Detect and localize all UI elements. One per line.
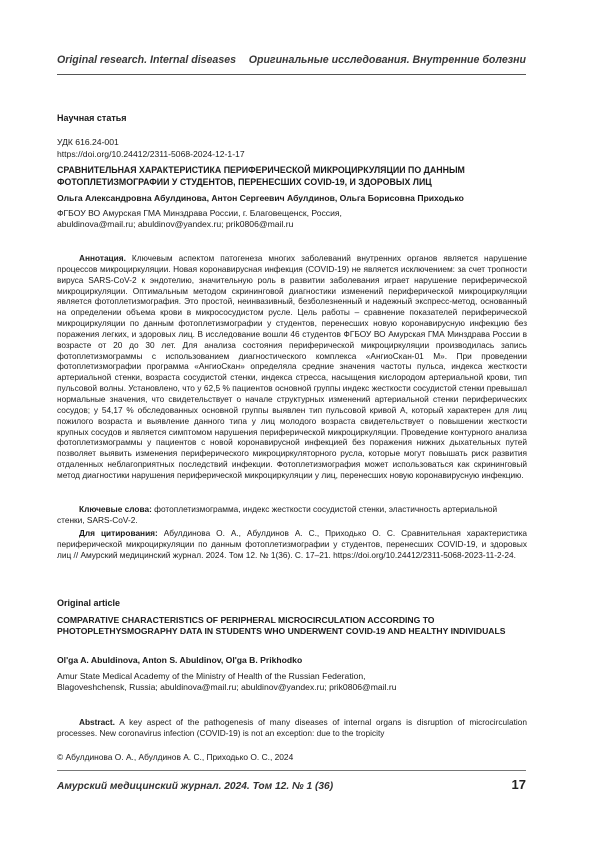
- abstract-ru-label: Аннотация.: [79, 253, 126, 263]
- affiliation-ru: [57, 208, 342, 230]
- running-header: [57, 54, 526, 72]
- udk-code: УДК 616.24-001: [57, 137, 119, 147]
- running-footer: [57, 777, 526, 792]
- section-label-ru: Научная статья: [57, 113, 127, 123]
- affiliation-ru-line1: ФГБОУ ВО Амурская ГМА Минздрава России, г. Благовещенск, Россия,: [57, 208, 342, 218]
- citation-ru: [57, 528, 527, 561]
- footer-rule: [57, 770, 526, 771]
- section-label-en: Original article: [57, 598, 121, 608]
- affiliation-en-line1: Amur State Medical Academy of the Ministry of Health of the Russian Federation,: [57, 671, 366, 681]
- authors-en: Ol'ga A. Abuldinova, Anton S. Abuldinov, Ol'ga B. Prikhodko: [57, 655, 303, 665]
- abstract-en-text: A key aspect of the pathogenesis of many diseases of internal organs is disruption of microcirculation processes. New coronavirus infection (COVID-19) is not an exception: due to the tropicity: [57, 717, 527, 738]
- abstract-ru: [57, 253, 527, 481]
- page-number: 17: [511, 777, 526, 792]
- header-right: Оригинальные исследования. Внутренние болезни: [248, 54, 526, 66]
- keywords-ru: [57, 504, 527, 526]
- article-title-ru: СРАВНИТЕЛЬНАЯ ХАРАКТЕРИСТИКА ПЕРИФЕРИЧЕСКОЙ МИКРОЦИРКУЛЯЦИИ ПО ДАННЫМ ФОТОПЛЕТИЗМОГРАФИИ У СТУДЕНТОВ, ПЕРЕНЕСШИХ COVID-19, И ЗДОРОВЫХ ЛИЦ: [57, 165, 465, 187]
- citation-ru-text: Абулдинова О. А., Абулдинов А. С., Приходько О. С. Сравнительная характеристика периферической микроциркуляции по данным фотоплетизмографии у студентов, перенесших COVID-19, и здоровых лиц // Амурский медицинский журнал. 2024. Том 12. № 1(36). С. 17–21. https://doi.org/10.24412/2311-5068-2023-11-2-24.: [57, 528, 528, 560]
- affiliation-en-line2: Blagoveshchensk, Russia; abuldinova@mail.ru; abuldinov@yandex.ru; prik0806@mail.ru: [57, 682, 397, 693]
- footer-journal: Амурский медицинский журнал. 2024. Том 12. № 1 (36): [57, 781, 334, 792]
- affiliation-ru-emails: abuldinova@mail.ru; abuldinov@yandex.ru; prik0806@mail.ru: [57, 219, 294, 230]
- copyright-notice: © Абулдинова О. А., Абулдинов А. С., Приходько О. С., 2024: [57, 752, 294, 762]
- keywords-ru-label: Ключевые слова:: [79, 504, 152, 514]
- udk-block: [57, 137, 245, 160]
- abstract-ru-text: Ключевым аспектом патогенеза многих заболеваний внутренних органов является нарушение процессов микроциркуляции. Новая коронавирусная инфекция (COVID-19) не является исключением: за счет тропности вируса SARS-CoV-2 к эндотелию, значительную роль в развитии заболевания играет нарушение периферической микроциркуляции. Оптимальным методом скрининговой диагностики изменений периферической микроциркуляции является фотоплетизмография. Это простой, неинвазивный, безболезненный и надежный экспресс-метод, основанный на определении объема крови в микрососудистом русле. Цель работы – сравнение показателей периферической микроциркуляции по данным фотоплетизмографии у студентов, перенесших новую коронавирусную инфекцию без поражения легких, и здоровых лиц. В исследование вошли 46 студентов ФГБОУ ВО Амурская ГМА Минздрава России в возрасте от 20 до 30 лет. Для анализа состояния периферической микроциркуляции производилась запись фотоплетизмограммы с использованием диагностического комплекса «АнгиоСкан-01 М». При проведении фотоплетизмографии программа «АнгиоСкан» определяла средние значения частоты пульса, индекса жесткости артериальной стенки, возраста сосудистой стенки, индекса стресса, насыщения кислородом артериальной крови, тип пульсовой волны. Установлено, что у 62,5 % пациентов основной группы индекс жесткости сосудистой стенки превышал нормальные значения, что свидетельствует о начале структурных изменений артериальной стенки периферических сосудов; у 54,17 % обследованных основной группы выявлен тип пульсовой кривой А, который характерен для лиц пожилого возраста и выявление данного типа у лиц молодого возраста свидетельствует о повышении жесткости крупных сосудов и является симптомом нарушения периферической микроциркуляции. Проведение контурного анализа фотоплетизмограммы у пациентов с новой коронавирусной инфекцией без поражения нижних дыхательных путей позволяет выявить изменения периферического микроциркуляторного русла, которые могут повышать риск развития отдаленных неблагоприятных последствий инфекции. Фотоплетизмография может использоваться как скрининговый метод диагностики нарушения периферической микроциркуляции у лиц, перенесших новую коронавирусную инфекцию.: [57, 253, 527, 480]
- keywords-ru-text: фотоплетизмограмма, индекс жесткости сосудистой стенки, эластичность артериальной стенки, SARS-CoV-2.: [57, 504, 498, 525]
- authors-ru: Ольга Александровна Абулдинова, Антон Сергеевич Абулдинов, Ольга Борисовна Приходько: [57, 193, 464, 203]
- affiliation-en: [57, 671, 397, 693]
- header-rule: [57, 74, 526, 75]
- article-title-en: COMPARATIVE CHARACTERISTICS OF PERIPHERAL MICROCIRCULATION ACCORDING TO PHOTOPLETHYSMOGRAPHY DATA IN STUDENTS WHO UNDERWENT COVID-19 AND HEALTHY INDIVIDUALS: [57, 615, 506, 637]
- doi-link[interactable]: https://doi.org/10.24412/2311-5068-2024-12-1-17: [57, 148, 245, 159]
- header-left: Original research. Internal diseases: [57, 54, 237, 66]
- abstract-en-label: Abstract.: [79, 717, 115, 727]
- abstract-en: [57, 717, 527, 739]
- citation-ru-label: Для цитирования:: [79, 528, 158, 538]
